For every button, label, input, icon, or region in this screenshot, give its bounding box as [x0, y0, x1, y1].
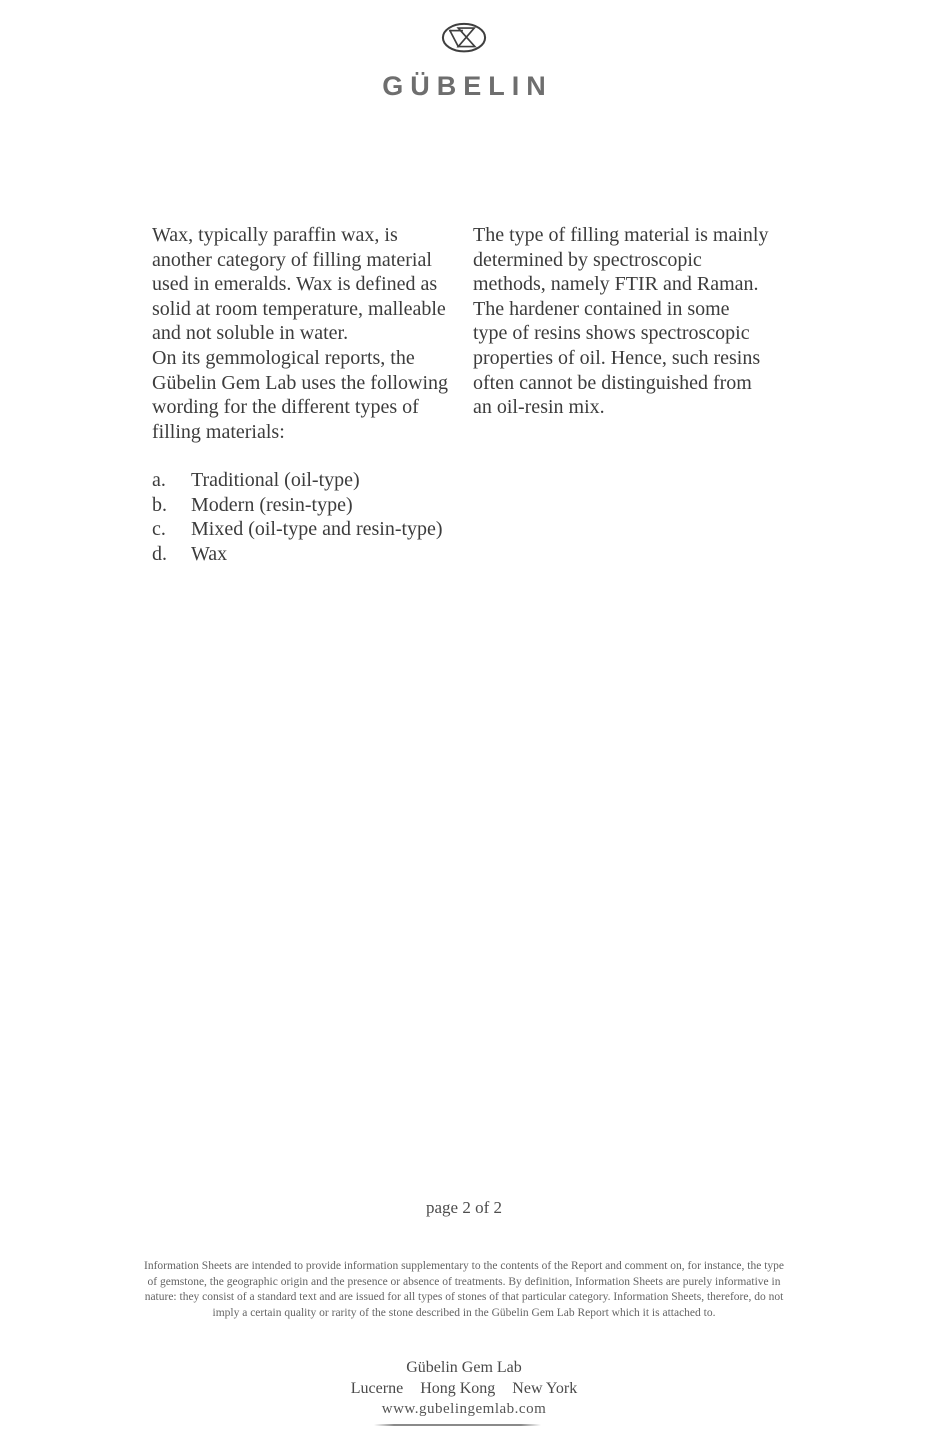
- list-item: [152, 493, 443, 518]
- list-item-letter: c.: [152, 518, 166, 541]
- footer-company: Gübelin Gem Lab: [406, 1359, 522, 1376]
- body-text-line: Wax, typically paraffin wax, is: [152, 224, 398, 246]
- body-text-line: The type of filling material is mainly: [473, 224, 769, 246]
- guebelin-emblem-icon: [428, 14, 500, 60]
- body-text-line: Gübelin Gem Lab uses the following: [152, 371, 449, 394]
- disclaimer-line: imply a certain quality or rarity of the stone described in the Gübelin Gem Lab Report which it is attached to.: [212, 1306, 716, 1319]
- body-text-line: filling materials:: [152, 420, 285, 443]
- body-text-line: solid at room temperature, malleable: [152, 297, 446, 320]
- body-text-line: methods, namely FTIR and Raman.: [473, 273, 759, 296]
- body-text-line: determined by spectroscopic: [473, 248, 702, 271]
- disclaimer-text: [0, 1259, 928, 1321]
- list-item-letter: a.: [152, 469, 166, 491]
- list-item-letter: b.: [152, 493, 167, 516]
- body-text-line: properties of oil. Hence, such resins: [473, 346, 761, 369]
- body-text-line: type of resins shows spectroscopic: [473, 322, 750, 345]
- footer-location: Hong Kong: [420, 1379, 496, 1397]
- footer-location: New York: [512, 1379, 578, 1397]
- body-text-line: an oil-resin mix.: [473, 396, 605, 419]
- list-item: [152, 542, 443, 567]
- brand-header: [0, 14, 928, 102]
- scan-artifact-line: [374, 1424, 541, 1426]
- list-item: [152, 517, 443, 542]
- footer: [0, 1358, 928, 1420]
- footer-website: www.gubelingemlab.com: [381, 1401, 547, 1417]
- list-item-text: Modern (resin-type): [191, 493, 353, 516]
- body-text-line: another category of filling material: [152, 248, 432, 271]
- body-text-line: often cannot be distinguished from: [473, 371, 752, 394]
- footer-location: Lucerne: [350, 1379, 404, 1397]
- body-text-line: The hardener contained in some: [473, 297, 730, 320]
- list-item-text: Mixed (oil-type and resin-type): [191, 518, 443, 541]
- disclaimer-line: Information Sheets are intended to provide information supplementary to the contents of the Report and comment on, for instance, the type: [144, 1260, 784, 1272]
- page-number: page 2 of 2: [425, 1198, 502, 1217]
- disclaimer-line: of gemstone, the geographic origin and the presence or absence of treatments. By definition, Information Sheets are purely informative in: [147, 1275, 781, 1288]
- disclaimer-line: nature: they consist of a standard text and are issued for all types of stones of that particular category. Information Sheets, therefore, do not: [144, 1291, 784, 1303]
- left-column: [152, 223, 482, 444]
- list-item-text: Wax: [191, 542, 228, 565]
- list-item-letter: d.: [152, 542, 167, 565]
- footer-locations: [0, 1379, 928, 1400]
- body-text-line: On its gemmological reports, the: [152, 346, 415, 369]
- body-text-line: wording for the different types of: [152, 396, 419, 419]
- list-item-text: Traditional (oil-type): [191, 469, 360, 491]
- right-column: [473, 223, 803, 420]
- brand-wordmark: GÜBELIN: [382, 71, 553, 101]
- filling-materials-list: [152, 468, 443, 566]
- body-text-line: and not soluble in water.: [152, 322, 349, 345]
- list-item: [152, 468, 443, 493]
- body-text-line: used in emeralds. Wax is defined as: [152, 273, 438, 296]
